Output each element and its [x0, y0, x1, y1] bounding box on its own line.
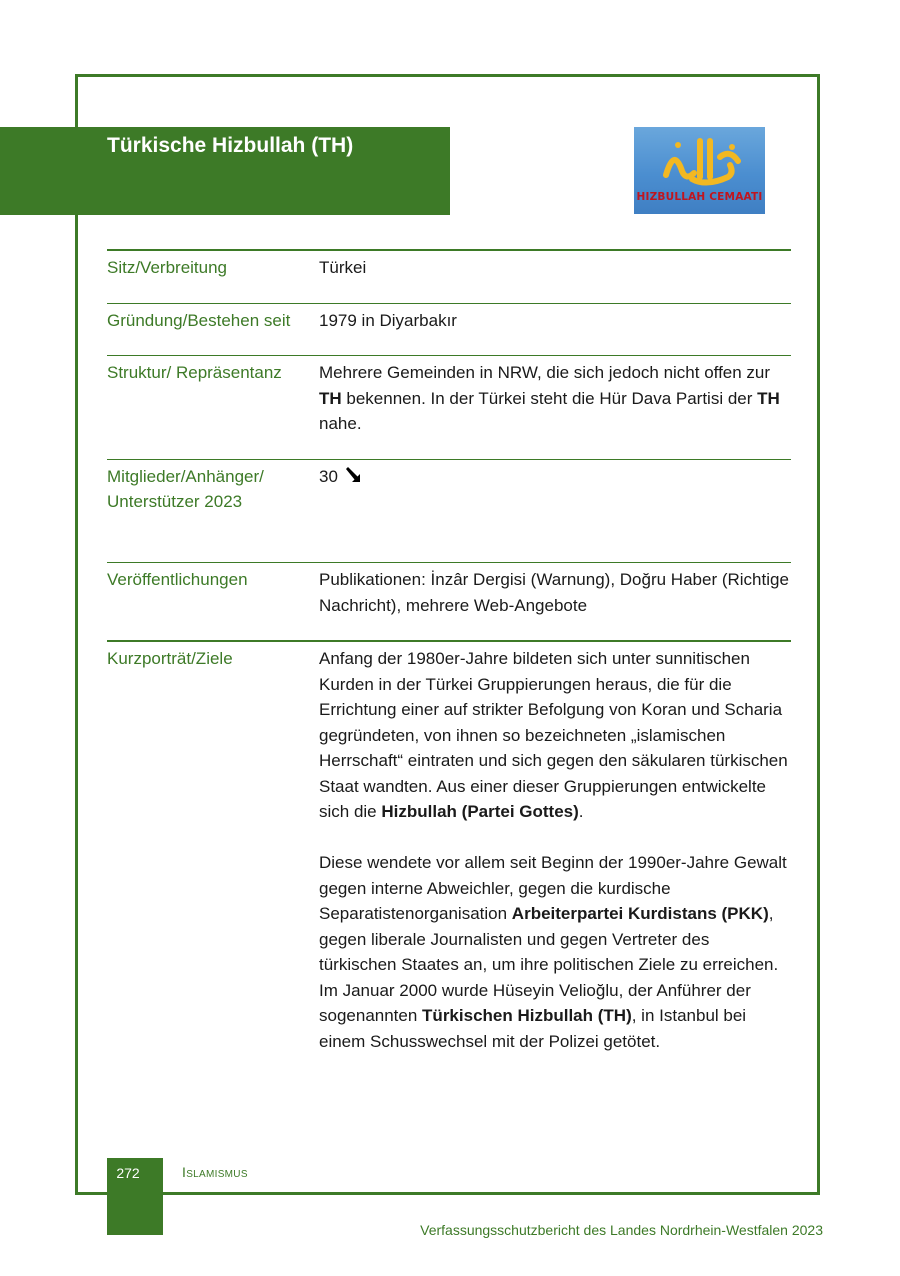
- table-row: [107, 303, 791, 356]
- label-text: Mitglieder/Anhänger/ Unterstützer 2023: [107, 466, 264, 511]
- table-row: [107, 250, 791, 303]
- page-title: Türkische Hizbullah (TH): [107, 134, 354, 157]
- table-row: [107, 563, 791, 642]
- bold-text: Arbeiterpartei Kurdistans (PKK): [511, 904, 769, 923]
- row-label: Struktur/ Repräsentanz: [107, 363, 282, 382]
- text-run: Mehrere Gemeinden in NRW, die sich jedoch nicht offen zur: [319, 363, 771, 382]
- text-run: Anfang der 1980er-Jahre bildeten sich unter sunnitischen Kurden in der Türkei Gruppierungen heraus, die für die Errichtung einer auf strikter Befolgung von Koran und Scharia gegründeten, von ihnen so bezeichneten „islamischen Herrschaft“ eintraten und sich gegen den säkularen türkischen Staat wandten. Aus einer dieser Gruppierungen entwickelte sich die: [319, 649, 788, 821]
- text-run: bekennen. In der Türkei steht die Hür Dava Partisi der: [341, 388, 758, 408]
- row-label: Veröffentlichungen: [107, 570, 248, 589]
- paragraph: [319, 850, 791, 1054]
- logo-text: HIZBULLAH CEMAATI: [636, 191, 763, 203]
- table-row: [107, 356, 791, 460]
- row-label: Sitz/Verbreitung: [107, 258, 228, 277]
- row-value: Publikationen: İnzâr Dergisi (Warnung), Doğru Haber (Richtige Nachricht), mehrere Web-Angebote: [319, 570, 789, 615]
- info-table: [107, 249, 791, 1076]
- row-value: [319, 459, 791, 563]
- arrow-down-right-icon: [344, 466, 362, 492]
- text-run: nahe.: [319, 414, 362, 433]
- paragraph: [319, 646, 791, 825]
- row-label: Kurzporträt/Ziele: [107, 649, 233, 668]
- section-name: Islamismus: [182, 1164, 248, 1180]
- bold-text: TH: [319, 388, 342, 408]
- text-run: , gegen liberale Journalisten und gegen Vertreter des türkischen Staates an, um ihre politischen Ziele zu erreichen. Im Januar 2000 wurde Hüseyin Velioğlu, der Anführer der sogenannten: [319, 904, 779, 1025]
- row-label: Gründung/Bestehen seit: [107, 310, 291, 330]
- bold-text: TH: [757, 388, 780, 408]
- row-label: [107, 459, 319, 563]
- text-run: Diese wendete vor allem seit Beginn der 1990er-Jahre Gewalt gegen interne Abweichler, gegen die kurdische Separatistenorganisation: [319, 853, 787, 923]
- member-count: 30: [319, 466, 338, 486]
- page-number: 272: [116, 1165, 140, 1181]
- footer-text: Verfassungsschutzbericht des Landes Nordrhein-Westfalen 2023: [420, 1222, 823, 1238]
- bold-text: Hizbullah (Partei Gottes): [381, 802, 579, 821]
- text-run: , in Istanbul bei einem Schusswechsel mit der Polizei getötet.: [319, 1006, 747, 1051]
- row-value: [319, 356, 791, 460]
- row-value: 1979 in Diyarbakır: [319, 310, 457, 330]
- table-row: [107, 459, 791, 563]
- hizbullah-logo: [634, 127, 765, 214]
- row-value: [319, 641, 791, 1076]
- text-run: .: [578, 802, 584, 821]
- row-value: Türkei: [319, 258, 367, 277]
- table-row: [107, 641, 791, 1076]
- bold-text: Türkischen Hizbullah (TH): [422, 1006, 632, 1025]
